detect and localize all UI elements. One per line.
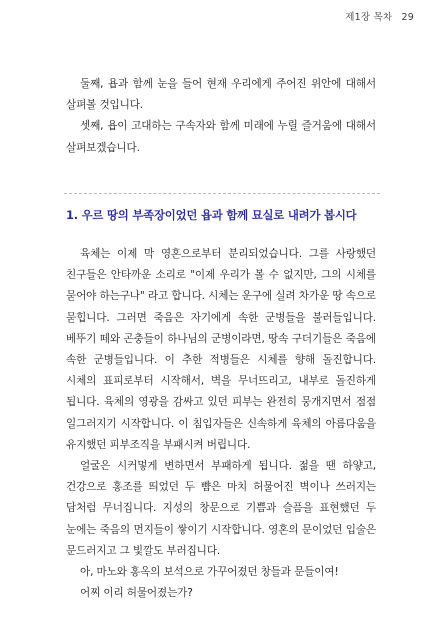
section-heading: 1. 우르 땅의 부족장이었던 욥과 함께 묘실로 내려가 봅시다 [66,208,357,222]
body-paragraph: 아, 마노와 홍옥의 보석으로 가꾸어졌던 창들과 문들이여! [80,566,339,579]
page-number: 29 [401,12,414,23]
body-paragraph: 육체는 이제 막 영혼으로부터 분리되었습니다. 그를 사랑했던 친구들은 안타까운 소리로 "이제 우리가 볼 수 없지만, 그의 시체를 묻어야 하는구나" 라고 합니다. 시체는 운구에 실려 차가운 땅 속으로 묻힙니다. 그러면 죽음은 자기에게 속한 군병들을 불러들입니다. 베뚜기 떼와 곤충들이 하나님의 군병이라면, 땅속 구더기들은 죽음에 속한 군병들입니다. 이 추한 적병들은 시체를 향해 돌진합니다. 시체의 표피로부터 시작해서, 벽을 무너뜨리고, 내부로 돌진하게 됩니다. 육체의 영광을 감싸고 있던 피부는 완전히 뭉개지면서 점점 일그러지기 시작합니다. 이 침입자들은 신속하게 육체의 아름다움을 유지했던 피부조직을 부패시켜 버립니다. [66,248,376,451]
intro-paragraph: 둘째, 욥과 함께 눈을 들어 현재 우리에게 주어진 위안에 대해서 살펴볼 것입니다. [66,78,376,112]
intro-text [66,74,376,159]
section-body [66,244,376,604]
chapter-title: 제1장 목차 [345,12,393,23]
intro-paragraph: 셋째, 욥이 고대하는 구속자와 함께 미래에 누릴 즐거움에 대해서 살펴보겠습니다. [66,120,376,154]
running-header [345,9,414,23]
section-divider [64,193,380,194]
body-paragraph: 어찌 이리 허물어졌는가? [80,587,193,600]
body-paragraph: 얼굴은 시커멓게 변하면서 부패하게 됩니다. 젊을 땐 하얗고, 건강으로 홍조를 띄었던 두 뺨은 마치 허물어진 벽이나 쓰러지는 담처럼 무너집니다. 지성의 창문으로 기쁨과 슬픔을 표현했던 두 눈에는 죽음의 먼지들이 쌓이기 시작합니다. 영혼의 문이었던 입술은 문드러지고 그 빛깔도 부러집니다. [66,460,376,557]
